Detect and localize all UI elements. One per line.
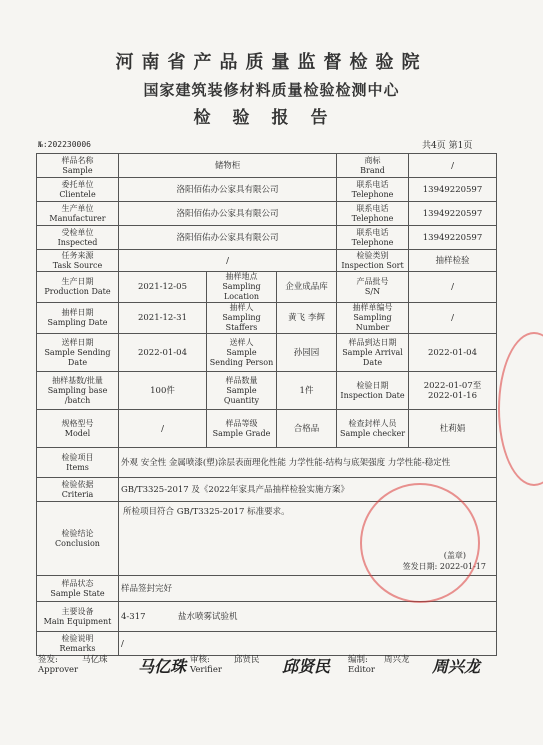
brand-label: 商标 Brand <box>337 154 409 178</box>
clientele-label: 委托单位 Clientele <box>37 178 119 202</box>
sending-person-value: 孙园园 <box>277 334 337 372</box>
main-equipment-label: 主要设备 Main Equipment <box>37 602 119 632</box>
sample-name-value: 储物柜 <box>119 154 337 178</box>
manufacturer-value: 洛阳佰佑办公家具有限公司 <box>119 202 337 226</box>
report-title: 检验报告 <box>193 108 350 128</box>
institute-title: 河南省产品质量监督检验院 <box>115 52 428 73</box>
editor-label: 编制: Editor <box>348 655 375 675</box>
issue-date: 签发日期: 2022-01-17 <box>402 562 486 571</box>
model-value: / <box>119 410 207 448</box>
verifier-label: 审核: Verifier <box>190 655 222 675</box>
report-number: №:202230006 <box>38 140 91 149</box>
sample-checker-value: 杜莉娟 <box>409 410 497 448</box>
table-row <box>37 602 497 632</box>
brand-value: / <box>409 154 497 178</box>
production-date-value: 2021-12-05 <box>119 272 207 303</box>
verifier-name: 邱贤民 <box>234 655 260 665</box>
approver-name: 马亿珠 <box>82 655 108 665</box>
main-equipment-value: 4-317 盐水喷雾试验机 <box>119 602 497 632</box>
inspection-date-value: 2022-01-07至 2022-01-16 <box>409 372 497 410</box>
task-source-label: 任务来源 Task Source <box>37 250 119 272</box>
sampling-staffers-label: 抽样人 Sampling Staffers <box>207 303 277 334</box>
sample-grade-label: 样品等级 Sample Grade <box>207 410 277 448</box>
sample-quantity-value: 1件 <box>277 372 337 410</box>
conclusion-label: 检验结论 Conclusion <box>37 502 119 576</box>
sample-state-value: 样品签封完好 <box>119 576 497 602</box>
sampling-base-value: 100件 <box>119 372 207 410</box>
table-row <box>37 410 497 448</box>
telephone-value: 13949220597 <box>409 226 497 250</box>
telephone-value: 13949220597 <box>409 202 497 226</box>
model-label: 规格型号 Model <box>37 410 119 448</box>
telephone-value: 13949220597 <box>409 178 497 202</box>
editor-name: 周兴龙 <box>384 655 410 665</box>
table-row <box>37 226 497 250</box>
criteria-value: GB/T3325-2017 及《2022年家具产品抽样检验实施方案》 <box>119 478 497 502</box>
production-date-label: 生产日期 Production Date <box>37 272 119 303</box>
table-row <box>37 334 497 372</box>
telephone-label: 联系电话 Telephone <box>337 178 409 202</box>
sampling-date-label: 抽样日期 Sampling Date <box>37 303 119 334</box>
center-title: 国家建筑装修材料质量检验检测中心 <box>143 81 400 99</box>
telephone-label: 联系电话 Telephone <box>337 226 409 250</box>
remarks-value: / <box>119 632 497 656</box>
verifier-signature: 邱贤民 <box>282 657 331 676</box>
sampling-number-value: / <box>409 303 497 334</box>
table-row <box>37 303 497 334</box>
approver-signature: 马亿珠 <box>138 657 187 676</box>
items-label: 检验项目 Items <box>37 448 119 478</box>
sampling-base-label: 抽样基数/批量 Sampling base /batch <box>37 372 119 410</box>
inspection-sort-label: 检验类别 Inspection Sort <box>337 250 409 272</box>
table-row <box>37 372 497 410</box>
conclusion-value: 所检项目符合 GB/T3325-2017 标准要求。 <box>123 507 290 517</box>
table-row <box>37 272 497 303</box>
sample-quantity-label: 样品数量 Sample Quantity <box>207 372 277 410</box>
remarks-label: 检验说明 Remarks <box>37 632 119 656</box>
arrival-date-label: 样品到达日期 Sample Arrival Date <box>337 334 409 372</box>
sampling-date-value: 2021-12-31 <box>119 303 207 334</box>
sending-date-label: 送样日期 Sample Sending Date <box>37 334 119 372</box>
page-info: 共4页 第1页 <box>422 141 473 151</box>
table-row <box>37 202 497 226</box>
table-row <box>37 250 497 272</box>
table-row <box>37 632 497 656</box>
inspected-value: 洛阳佰佑办公家具有限公司 <box>119 226 337 250</box>
sn-label: 产品批号 S/N <box>337 272 409 303</box>
table-row <box>37 178 497 202</box>
manufacturer-label: 生产单位 Manufacturer <box>37 202 119 226</box>
table-row <box>37 154 497 178</box>
seal-note: (盖章) <box>443 551 466 560</box>
sampling-staffers-value: 黄飞 李辉 <box>277 303 337 334</box>
task-source-value: / <box>119 250 337 272</box>
approver-label: 签发: Approver <box>38 655 79 675</box>
telephone-label: 联系电话 Telephone <box>337 202 409 226</box>
edge-seal-stamp <box>498 332 543 486</box>
arrival-date-value: 2022-01-04 <box>409 334 497 372</box>
sample-checker-label: 检查封样人员 Sample checker <box>337 410 409 448</box>
inspection-seal-stamp <box>360 483 480 603</box>
inspection-sort-value: 抽样检验 <box>409 250 497 272</box>
inspected-label: 受检单位 Inspected <box>37 226 119 250</box>
items-value: 外观 安全性 金属喷漆(塑)涂层表面理化性能 力学性能-结构与底架强度 力学性能-稳定性 <box>119 448 497 478</box>
clientele-value: 洛阳佰佑办公家具有限公司 <box>119 178 337 202</box>
sending-date-value: 2022-01-04 <box>119 334 207 372</box>
sending-person-label: 送样人 Sample Sending Person <box>207 334 277 372</box>
sample-grade-value: 合格品 <box>277 410 337 448</box>
sampling-location-label: 抽样地点 Sampling Location <box>207 272 277 303</box>
sampling-number-label: 抽样单编号 Sampling Number <box>337 303 409 334</box>
sn-value: / <box>409 272 497 303</box>
sampling-location-value: 企业成品库 <box>277 272 337 303</box>
criteria-label: 检验依据 Criteria <box>37 478 119 502</box>
inspection-date-label: 检验日期 Inspection Date <box>337 372 409 410</box>
sample-state-label: 样品状态 Sample State <box>37 576 119 602</box>
table-row <box>37 448 497 478</box>
editor-signature: 周兴龙 <box>432 657 481 676</box>
sample-name-label: 样品名称 Sample <box>37 154 119 178</box>
